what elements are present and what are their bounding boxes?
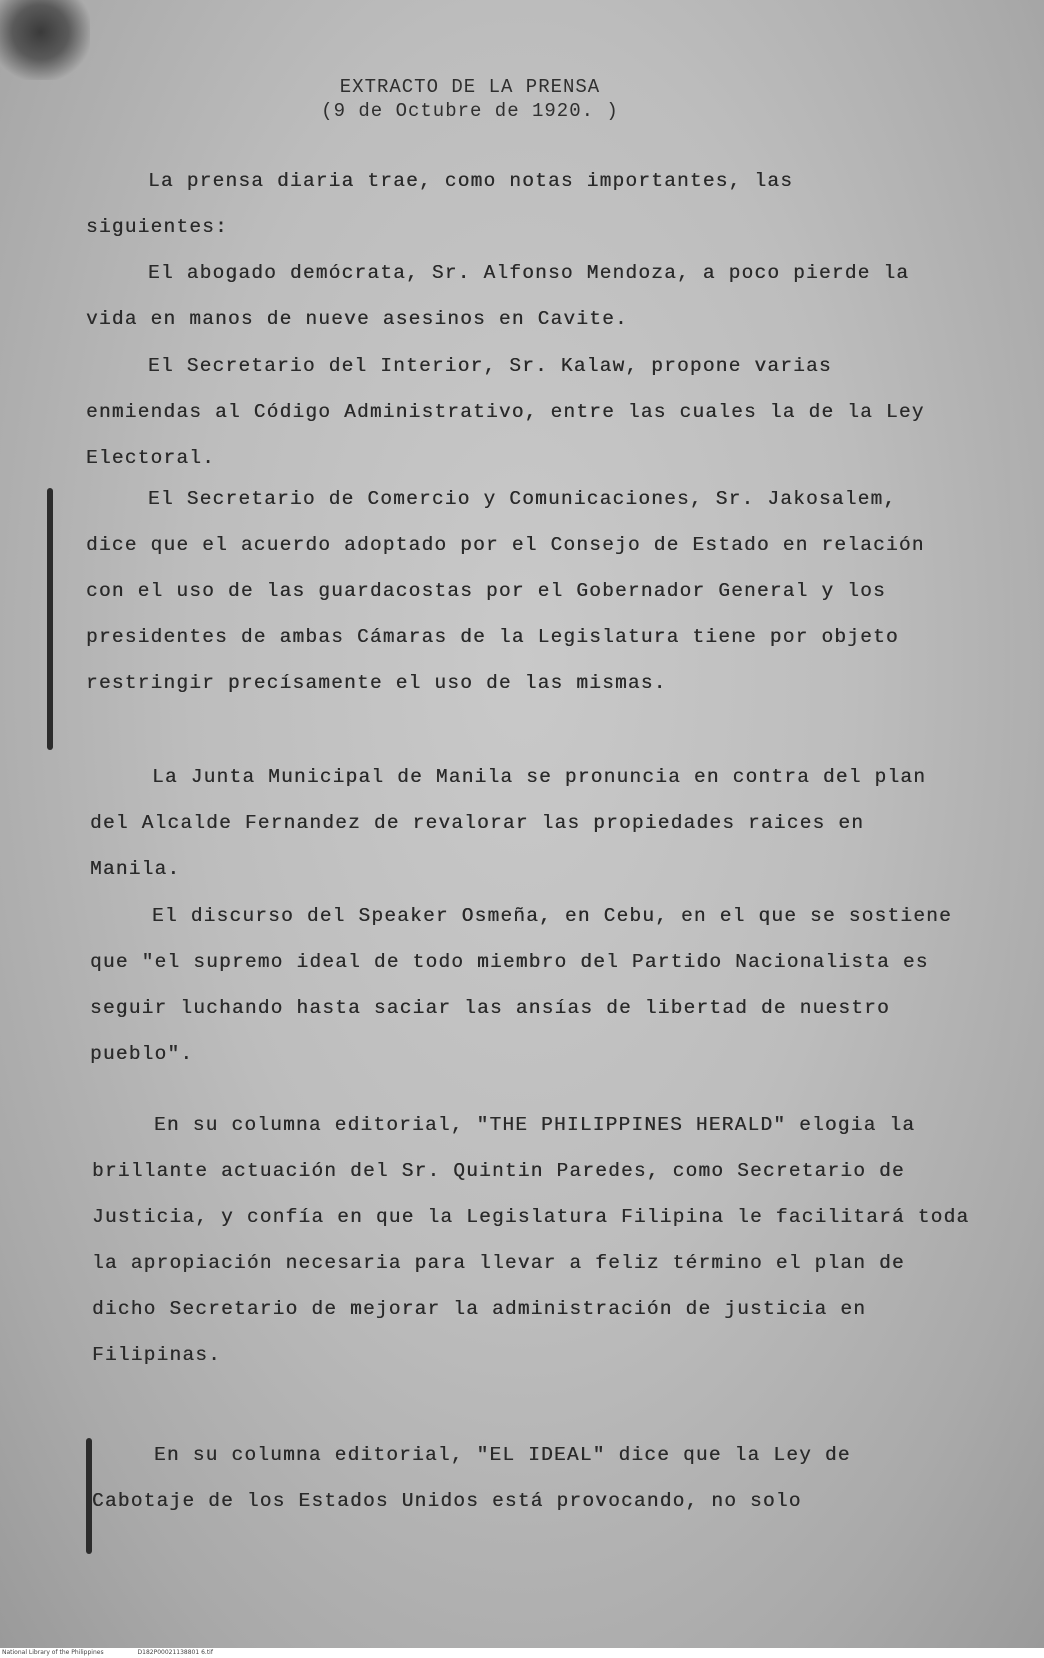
paragraph-herald-editorial: En su columna editorial, "THE PHILIPPINES HERALD" elogia la brillante actuación del Sr. Quintin Paredes, como Secretario de Justicia, y confía en que la Legislatura Filipina le facilitará toda la apropiación necesaria para llevar a feliz término el plan de dicho Secretario de mejorar la administración de justicia en Filipinas. [92,1114,970,1366]
paragraph-mendoza: El abogado demócrata, Sr. Alfonso Mendoza, a poco pierde la vida en manos de nueve asesinos en Cavite. [86,262,910,330]
footer-source: National Library of the Philippines [2,1649,104,1656]
paragraph-jakosalem: El Secretario de Comercio y Comunicaciones, Sr. Jakosalem, dice que el acuerdo adoptado por el Consejo de Estado en relación con el uso de las guardacostas por el Gobernador General y los presidentes de ambas Cámaras de la Legislatura tiene por objeto restringir precísamente el uso de las mismas. [86,488,925,694]
paragraph-el-ideal-editorial: En su columna editorial, "EL IDEAL" dice que la Ley de Cabotaje de los Estados Unidos está provocando, no solo [92,1444,851,1512]
margin-mark [47,488,53,750]
paragraph-junta-municipal: La Junta Municipal de Manila se pronuncia en contra del plan del Alcalde Fernandez de revalorar las propiedades raices en Manila. [90,766,927,880]
document-date: (9 de Octubre de 1920. ) [321,100,619,122]
scan-footer [0,1648,1044,1658]
ink-blot [0,0,90,80]
paragraph-intro: La prensa diaria trae, como notas importantes, las siguientes: [86,170,794,238]
paragraph-kalaw: El Secretario del Interior, Sr. Kalaw, propone varias enmiendas al Código Administrativo, entre las cuales la de la Ley Electoral. [86,355,925,469]
margin-mark [86,1438,92,1554]
paragraph-osmena: El discurso del Speaker Osmeña, en Cebu, en el que se sostiene que "el supremo ideal de todo miembro del Partido Nacionalista es seguir luchando hasta saciar las ansías de libertad de nuestro pueblo". [90,905,952,1065]
footer-filename: D182P00021138801 6.tif [137,1649,213,1656]
document-title: EXTRACTO DE LA PRENSA [339,76,601,98]
